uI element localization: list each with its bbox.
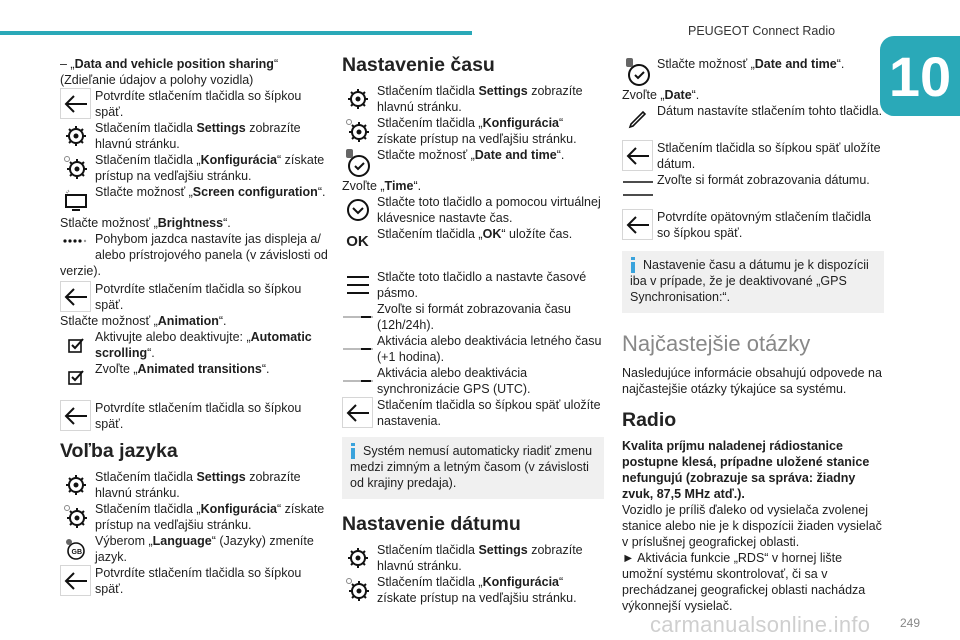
step-row: Zvoľte si formát zobrazovania dátumu. [622,172,884,203]
step-row: Potvrdíte stlačením tlačidla so šípkou späť. [60,400,328,432]
step-row: Stlačením tlačidla „Konfigurácia“ získate prístup na vedľajšiu stránku. [342,115,604,147]
watermark: carmanualsonline.info [650,612,871,637]
back-arrow-icon [60,281,91,312]
toggle-line-icon [342,333,373,364]
clock-icon [622,56,653,87]
step-row: Stlačte možnosť „Screen configuration“. [60,184,328,215]
answer-text: ► Aktivácia funkcie „RDS“ v hornej lište umožní systému skontrolovať, či sa v prechádzanej geografickej oblasti nachádza výkonnejší vysielač. [622,551,866,613]
settings-gear-icon [60,120,91,151]
settings-gear-icon [342,83,373,114]
step-row: Stlačením tlačidla Settings zobrazíte hlavnú stránku. [60,120,328,152]
config-gear-icon [60,501,91,532]
info-note: Nastavenie času a dátumu je k dispozícii iba v prípade, že je deaktivované „GPS Synchronisation:“. [622,251,884,313]
toggle-line-icon [342,301,373,332]
column-1 [60,56,328,597]
step-row: Aktivácia alebo deaktivácia letného času (+1 hodina). [342,333,604,365]
ok-button: OK [346,233,369,250]
step-row: Dátum nastavíte stlačením tohto tlačidla. [622,103,884,134]
section-heading: Radio [622,409,677,431]
toggle-line-icon [342,365,373,396]
back-arrow-icon [60,88,91,119]
step-row: Stlačením tlačidla „Konfigurácia“ získate prístup na vedľajšiu stránku. [342,574,604,606]
pencil-icon [622,103,653,134]
faq-intro: Nasledujúce informácie obsahujú odpovede na najčastejšie otázky týkajúce sa systému. [622,366,882,396]
step-text: Stlačte možnosť „Brightness“. [60,216,231,230]
question-text: Kvalita príjmu naladenej rádiostanice postupne klesá, prípadne uložené stanice nefungujú (zobrazuje sa správa: žiadny zvuk, 87,5 MHz atď.). [622,439,870,501]
answer-text: Vozidlo je príliš ďaleko od vysielača zvolenej stanice alebo nie je k dispozícii žiaden vysielač v príslušnej geografickej oblasti. [622,503,882,549]
checkbox-icon [60,329,91,360]
header-title: PEUGEOT Connect Radio [688,24,836,38]
step-row: Potvrdíte opätovným stlačením tlačidla so šípkou späť. [622,209,884,241]
step-row: Stlačte možnosť „Date and time“. [622,56,884,87]
step-row: Stlačením tlačidla „Konfigurácia“ získate prístup na vedľajšiu stránku. [60,152,328,184]
config-gear-icon [342,115,373,146]
brightness-slider-icon [60,231,91,251]
faq-heading: Najčastejšie otázky [622,331,811,356]
step-row: Stlačením tlačidla „Konfigurácia“ získate prístup na vedľajšiu stránku. [60,501,328,533]
step-row: Stlačte možnosť „Date and time“. [342,147,604,178]
step-row: Stlačením tlačidla so šípkou späť uložíte nastavenia. [342,397,604,429]
settings-gear-icon [60,469,91,500]
section-heading: Voľba jazyka [60,440,178,462]
step-row: Potvrdíte stlačením tlačidla so šípkou späť. [60,88,328,120]
step-text: Zvoľte „Time“. [342,179,422,193]
header-accent-bar [0,31,472,35]
step-row: Aktivujte alebo deaktivujte: „Automatic scrolling“. [60,329,328,361]
time-set-icon [342,194,373,225]
chapter-number: 10 [880,36,960,116]
step-row: Stlačením tlačidla Settings zobrazíte hlavnú stránku. [60,469,328,501]
column-2 [342,54,604,606]
step-row: Stlačením tlačidla Settings zobrazíte hlavnú stránku. [342,83,604,115]
step-text: Stlačte možnosť „Animation“. [60,314,227,328]
language-flag-icon [60,533,91,564]
step-row: Stlačením tlačidla so šípkou späť uložíte dátum. [622,140,884,172]
step-row: Zvoľte si formát zobrazovania času (12h/24h). [342,301,604,333]
svg-text:GB: GB [71,548,82,556]
screen-icon [60,184,91,215]
back-arrow-icon [60,565,91,596]
step-row: Zvoľte „Animated transitions“. [60,361,328,392]
back-arrow-icon [622,140,653,171]
info-note: Systém nemusí automaticky riadiť zmenu medzi zimným a letným časom (v závislosti od krajiny predaja). [342,437,604,499]
step-row: Aktivácia alebo deaktivácia synchronizácie GPS (UTC). [342,365,604,397]
step-row: Potvrdíte stlačením tlačidla so šípkou späť. [60,281,328,313]
step-row: OK Stlačením tlačidla „OK“ uložíte čas. [342,226,604,257]
config-gear-icon [342,574,373,605]
intro-text: – „Data and vehicle position sharing“ (Zdieľanie údajov a polohy vozidla) [60,57,279,87]
page-number: 249 [900,616,921,630]
config-gear-icon [60,152,91,183]
checkbox-icon [60,361,91,392]
settings-gear-icon [342,542,373,573]
clock-icon [342,147,373,178]
step-row: Potvrdíte stlačením tlačidla so šípkou späť. [60,565,328,597]
info-icon [630,257,635,273]
step-row: Pohybom jazdca nastavíte jas displeja a/ alebo prístrojového panela (v závislosti od verzie). [60,232,328,278]
info-icon [350,443,355,459]
step-text: Zvoľte „Date“. [622,88,700,102]
section-heading: Nastavenie dátumu [342,513,521,535]
step-row: Stlačením tlačidla Settings zobrazíte hlavnú stránku. [342,542,604,574]
step-row: GB Výberom „Language“ (Jazyky) zmeníte jazyk. [60,533,328,565]
column-3 [622,56,884,614]
back-arrow-icon [60,400,91,431]
step-row: Stlačte toto tlačidlo a nastavte časové pásmo. [342,269,604,301]
step-row: Stlačte toto tlačidlo a pomocou virtuálnej klávesnice nastavte čas. [342,194,604,226]
back-arrow-icon [622,209,653,240]
back-arrow-icon [342,397,373,428]
hamburger-icon [342,269,373,300]
date-format-icon [622,172,653,203]
section-heading: Nastavenie času [342,54,495,76]
